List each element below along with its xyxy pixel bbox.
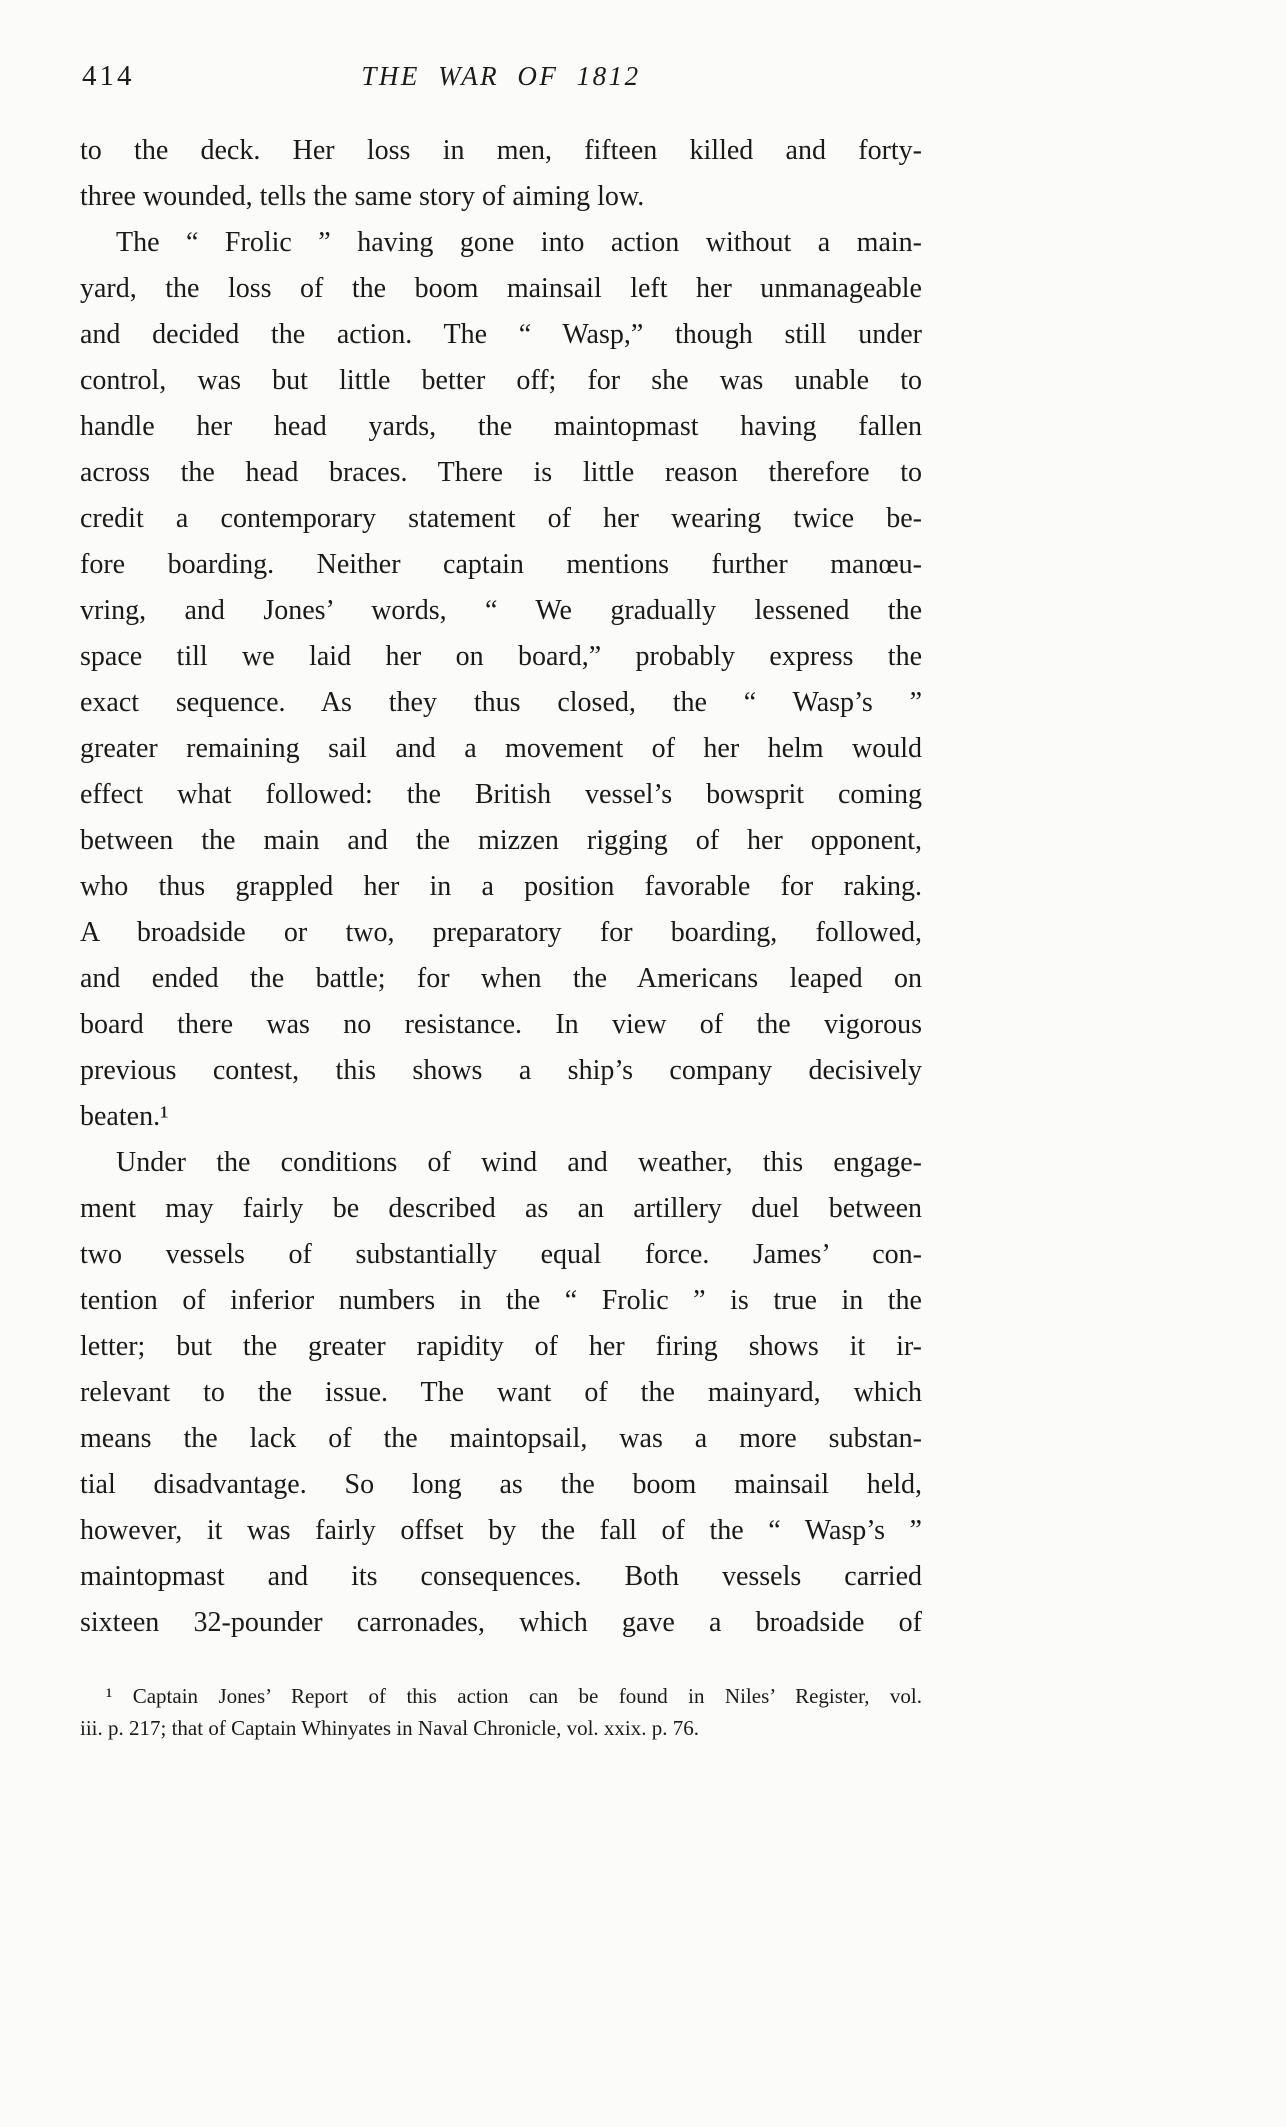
text-line: sixteen 32-pounder carronades, which gave a broadside of xyxy=(80,1607,922,1638)
text-line: control, was but little better off; for she was unable to xyxy=(80,365,922,396)
text-line: Under the conditions of wind and weather, this engage- xyxy=(116,1147,922,1178)
paragraph xyxy=(80,128,922,220)
text-line: means the lack of the maintopsail, was a more substan- xyxy=(80,1423,922,1454)
text-line: between the main and the mizzen rigging of her opponent, xyxy=(80,825,922,856)
page-header xyxy=(80,58,922,100)
text-line: handle her head yards, the maintopmast having fallen xyxy=(80,411,922,442)
running-title: THE WAR OF 1812 xyxy=(361,61,641,91)
text-block xyxy=(80,58,922,1744)
text-line: and ended the battle; for when the Americans leaped on xyxy=(80,963,922,994)
text-line: vring, and Jones’ words, “ We gradually lessened the xyxy=(80,595,922,626)
text-line: who thus grappled her in a position favorable for raking. xyxy=(80,871,922,902)
text-line: relevant to the issue. The want of the mainyard, which xyxy=(80,1377,922,1408)
text-line: to the deck. Her loss in men, fifteen killed and forty- xyxy=(80,135,922,166)
text-line: tention of inferior numbers in the “ Frolic ” is true in the xyxy=(80,1285,922,1316)
text-line: and decided the action. The “ Wasp,” though still under xyxy=(80,319,922,350)
text-line: maintopmast and its consequences. Both vessels carried xyxy=(80,1561,922,1592)
paragraph xyxy=(80,220,922,1140)
text-line: however, it was fairly offset by the fall of the “ Wasp’s ” xyxy=(80,1515,922,1546)
text-line: beaten.¹ xyxy=(80,1101,169,1132)
text-line: three wounded, tells the same story of aiming low. xyxy=(80,181,645,212)
text-line: tial disadvantage. So long as the boom mainsail held, xyxy=(80,1469,922,1500)
text-line: yard, the loss of the boom mainsail left her unmanageable xyxy=(80,273,922,304)
paragraph xyxy=(80,1140,922,1646)
text-line: credit a contemporary statement of her wearing twice be- xyxy=(80,503,922,534)
footnote xyxy=(80,1680,922,1744)
text-line: two vessels of substantially equal force. James’ con- xyxy=(80,1239,922,1270)
text-line: exact sequence. As they thus closed, the “ Wasp’s ” xyxy=(80,687,922,718)
text-line: ment may fairly be described as an artillery duel between xyxy=(80,1193,922,1224)
footnote-line: iii. p. 217; that of Captain Whinyates in Naval Chronicle, vol. xxix. p. 76. xyxy=(80,1716,700,1740)
text-line: across the head braces. There is little reason therefore to xyxy=(80,457,922,488)
text-line: greater remaining sail and a movement of her helm would xyxy=(80,733,922,764)
footnote-line: ¹ Captain Jones’ Report of this action can be found in Niles’ Register, vol. xyxy=(106,1684,922,1708)
text-line: previous contest, this shows a ship’s company decisively xyxy=(80,1055,922,1086)
text-line: The “ Frolic ” having gone into action without a main- xyxy=(116,227,922,258)
text-line: space till we laid her on board,” probably express the xyxy=(80,641,922,672)
text-line: A broadside or two, preparatory for boarding, followed, xyxy=(80,917,922,948)
page-number: 414 xyxy=(82,60,135,92)
body-text xyxy=(80,128,922,1646)
text-line: fore boarding. Neither captain mentions further manœu- xyxy=(80,549,922,580)
text-line: effect what followed: the British vessel’s bowsprit coming xyxy=(80,779,922,810)
text-line: letter; but the greater rapidity of her firing shows it ir- xyxy=(80,1331,922,1362)
text-line: board there was no resistance. In view of the vigorous xyxy=(80,1009,922,1040)
